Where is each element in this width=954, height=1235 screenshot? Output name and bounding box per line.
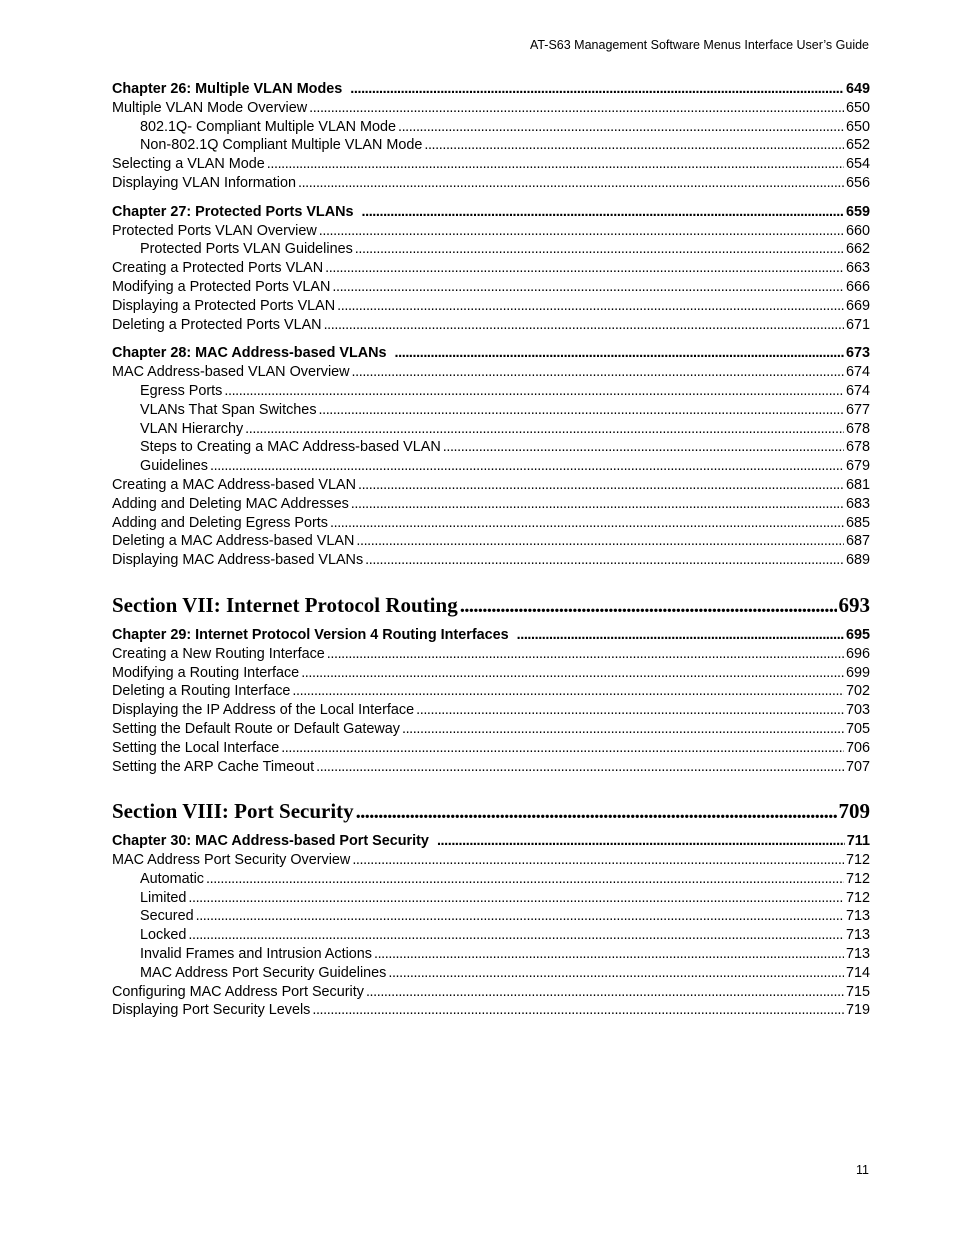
toc-entry-page: 696 (845, 645, 870, 662)
toc-entry-row[interactable] (112, 297, 870, 316)
toc-entry-title: Setting the Default Route or Default Gateway (112, 720, 400, 737)
toc-entry-row[interactable] (112, 645, 870, 664)
toc-entry-page: 713 (845, 927, 870, 944)
toc-entry-title: Multiple VLAN Mode Overview (112, 99, 308, 116)
toc-entry-page: 714 (845, 964, 870, 981)
dot-leader (196, 907, 844, 926)
toc-entry-title: Deleting a Routing Interface (112, 683, 291, 700)
toc-entry-page: 677 (845, 401, 870, 418)
toc-entry-page: 712 (845, 889, 870, 906)
toc-entry-row[interactable] (112, 99, 870, 118)
toc-entry-page: 674 (845, 364, 870, 381)
dot-leader (362, 203, 844, 222)
dot-leader (298, 174, 844, 193)
spacer (112, 618, 870, 626)
toc-entry-row[interactable] (112, 682, 870, 701)
table-of-contents (112, 80, 870, 1020)
spacer (112, 193, 870, 203)
toc-entry-row[interactable] (112, 514, 870, 533)
toc-entry-title: Chapter 26: Multiple VLAN Modes (112, 81, 343, 97)
dot-leader (309, 99, 844, 118)
toc-entry-title: Chapter 29: Internet Protocol Version 4 Routing Interfaces (112, 626, 509, 643)
dot-leader (374, 945, 844, 964)
dot-leader (319, 401, 844, 420)
toc-entry-title: Setting the ARP Cache Timeout (112, 758, 315, 775)
dot-leader (327, 645, 844, 664)
toc-entry-title: Egress Ports (140, 382, 223, 399)
toc-entry-page: 678 (845, 420, 870, 437)
toc-entry-title: Creating a New Routing Interface (112, 645, 325, 662)
dot-leader (358, 476, 844, 495)
toc-entry-row[interactable] (112, 851, 870, 870)
toc-entry-title: Chapter 28: MAC Address-based VLANs (112, 345, 387, 362)
toc-entry-page: 706 (845, 739, 870, 756)
dot-leader (443, 438, 844, 457)
toc-entry-page: 711 (846, 833, 870, 850)
toc-sub-row[interactable] (112, 136, 870, 155)
toc-entry-title: Selecting a VLAN Mode (112, 156, 265, 173)
toc-chapter-row[interactable] (112, 344, 870, 363)
toc-entry-title: Creating a Protected Ports VLAN (112, 260, 324, 277)
spacer (112, 334, 870, 344)
toc-entry-page: 712 (845, 870, 870, 887)
toc-entry-row[interactable] (112, 222, 870, 241)
toc-entry-page: 671 (845, 316, 870, 333)
toc-chapter-row[interactable] (112, 626, 870, 645)
dot-leader (351, 495, 844, 514)
toc-entry-row[interactable] (112, 363, 870, 382)
toc-entry-page: 673 (845, 345, 870, 362)
dot-leader (330, 514, 844, 533)
toc-entry-row[interactable] (112, 1001, 870, 1020)
toc-entry-page: 707 (845, 758, 870, 775)
toc-entry-row[interactable] (112, 664, 870, 683)
toc-chapter-row[interactable] (112, 80, 870, 99)
dot-leader (352, 363, 844, 382)
toc-entry-page: 656 (845, 174, 870, 191)
toc-entry-title: Deleting a MAC Address-based VLAN (112, 533, 355, 550)
toc-sub-row[interactable] (112, 382, 870, 401)
toc-entry-row[interactable] (112, 532, 870, 551)
toc-sub-row[interactable] (112, 438, 870, 457)
toc-sub-row[interactable] (112, 420, 870, 439)
toc-entry-title: MAC Address Port Security Guidelines (140, 964, 387, 981)
toc-entry-row[interactable] (112, 174, 870, 193)
toc-entry-page: 705 (845, 720, 870, 737)
dot-leader (292, 682, 844, 701)
toc-entry-row[interactable] (112, 259, 870, 278)
toc-entry-title: Steps to Creating a MAC Address-based VLAN (140, 439, 441, 456)
dot-leader (356, 532, 844, 551)
dot-leader (350, 80, 844, 99)
dot-leader (206, 870, 844, 889)
dot-leader (402, 720, 844, 739)
spacer (112, 570, 870, 592)
toc-entry-title: MAC Address Port Security Overview (112, 852, 351, 869)
toc-entry-row[interactable] (112, 278, 870, 297)
toc-entry-page: 719 (845, 1002, 870, 1019)
toc-entry-title: Displaying a Protected Ports VLAN (112, 297, 336, 314)
toc-entry-page: 695 (845, 626, 870, 643)
dot-leader (355, 240, 844, 259)
toc-entry-page: 674 (845, 382, 870, 399)
toc-entry-page: 683 (845, 495, 870, 512)
dot-leader (352, 851, 844, 870)
toc-entry-page: 660 (845, 222, 870, 239)
toc-entry-row[interactable] (112, 701, 870, 720)
toc-entry-row[interactable] (112, 739, 870, 758)
toc-entry-page: 662 (845, 241, 870, 258)
toc-entry-row[interactable] (112, 155, 870, 174)
toc-entry-title: Protected Ports VLAN Overview (112, 222, 317, 239)
toc-entry-page: 679 (845, 458, 870, 475)
toc-entry-page: 712 (845, 852, 870, 869)
running-header: AT-S63 Management Software Menus Interface User’s Guide (529, 38, 869, 52)
dot-leader (365, 551, 844, 570)
toc-entry-title: Section VII: Internet Protocol Routing (112, 592, 458, 617)
toc-entry-title: Displaying VLAN Information (112, 174, 296, 191)
toc-entry-title: Displaying MAC Address-based VLANs (112, 552, 364, 569)
dot-leader (356, 798, 837, 824)
toc-entry-page: 689 (845, 552, 870, 569)
toc-entry-page: 687 (845, 533, 870, 550)
toc-entry-page: 715 (845, 983, 870, 1000)
toc-entry-title: Adding and Deleting MAC Addresses (112, 495, 349, 512)
toc-entry-page: 669 (845, 297, 870, 314)
dot-leader (424, 136, 844, 155)
toc-sub-row[interactable] (112, 401, 870, 420)
toc-section-row[interactable] (112, 798, 870, 824)
toc-entry-title: Automatic (140, 870, 204, 887)
toc-entry-page: 663 (845, 260, 870, 277)
dot-leader (398, 118, 844, 137)
toc-entry-title: Modifying a Protected Ports VLAN (112, 278, 331, 295)
toc-entry-title: Displaying the IP Address of the Local Interface (112, 702, 415, 719)
toc-entry-title: Section VIII: Port Security (112, 799, 354, 824)
dot-leader (301, 664, 844, 683)
toc-entry-title: Non-802.1Q Compliant Multiple VLAN Mode (140, 137, 423, 154)
toc-entry-row[interactable] (112, 758, 870, 777)
toc-entry-title: VLANs That Span Switches (140, 401, 317, 418)
dot-leader (281, 739, 844, 758)
toc-entry-page: 703 (845, 702, 870, 719)
dot-leader (324, 316, 844, 335)
toc-entry-title: Invalid Frames and Intrusion Actions (140, 946, 372, 963)
dot-leader (319, 222, 844, 241)
toc-entry-page: 713 (845, 908, 870, 925)
toc-sub-row[interactable] (112, 907, 870, 926)
toc-entry-row[interactable] (112, 720, 870, 739)
dot-leader (437, 832, 845, 851)
toc-entry-row[interactable] (112, 316, 870, 335)
dot-leader (188, 889, 844, 908)
dot-leader (188, 926, 844, 945)
toc-entry-page: 681 (845, 476, 870, 493)
toc-entry-title: Configuring MAC Address Port Security (112, 983, 364, 1000)
toc-sub-row[interactable] (112, 457, 870, 476)
spacer (112, 824, 870, 832)
toc-entry-page: 650 (845, 99, 870, 116)
dot-leader (416, 701, 844, 720)
dot-leader (245, 420, 844, 439)
toc-entry-page: 693 (838, 592, 870, 617)
toc-entry-row[interactable] (112, 551, 870, 570)
toc-entry-title: Locked (140, 927, 187, 944)
toc-entry-title: Displaying Port Security Levels (112, 1002, 311, 1019)
page-number: 11 (856, 1163, 869, 1177)
toc-entry-page: 666 (845, 278, 870, 295)
toc-sub-row[interactable] (112, 945, 870, 964)
toc-section-row[interactable] (112, 592, 870, 618)
toc-entry-title: MAC Address-based VLAN Overview (112, 364, 350, 381)
dot-leader (312, 1001, 844, 1020)
toc-entry-row[interactable] (112, 983, 870, 1002)
toc-entry-title: Limited (140, 889, 187, 906)
toc-sub-row[interactable] (112, 870, 870, 889)
toc-chapter-row[interactable] (112, 203, 870, 222)
toc-entry-title: Protected Ports VLAN Guidelines (140, 241, 353, 258)
toc-entry-title: Setting the Local Interface (112, 739, 280, 756)
toc-entry-page: 650 (845, 118, 870, 135)
dot-leader (366, 983, 844, 1002)
toc-entry-row[interactable] (112, 495, 870, 514)
toc-sub-row[interactable] (112, 118, 870, 137)
toc-entry-title: VLAN Hierarchy (140, 420, 244, 437)
toc-sub-row[interactable] (112, 964, 870, 983)
dot-leader (460, 592, 837, 618)
toc-entry-page: 702 (845, 683, 870, 700)
toc-entry-page: 649 (845, 81, 870, 97)
toc-entry-page: 699 (845, 664, 870, 681)
dot-leader (316, 758, 844, 777)
toc-entry-title: Deleting a Protected Ports VLAN (112, 316, 322, 333)
toc-entry-page: 713 (845, 946, 870, 963)
toc-chapter-row[interactable] (112, 832, 870, 851)
toc-sub-row[interactable] (112, 889, 870, 908)
toc-entry-page: 685 (845, 514, 870, 531)
toc-entry-page: 709 (838, 799, 870, 824)
dot-leader (224, 382, 844, 401)
toc-sub-row[interactable] (112, 926, 870, 945)
toc-sub-row[interactable] (112, 240, 870, 259)
dot-leader (517, 626, 844, 645)
toc-entry-title: Chapter 27: Protected Ports VLANs (112, 203, 354, 220)
toc-entry-page: 659 (845, 203, 870, 220)
toc-entry-page: 678 (845, 439, 870, 456)
dot-leader (210, 457, 844, 476)
dot-leader (395, 344, 844, 363)
spacer (112, 776, 870, 798)
dot-leader (332, 278, 844, 297)
toc-entry-title: Modifying a Routing Interface (112, 664, 300, 681)
dot-leader (267, 155, 844, 174)
toc-entry-title: Guidelines (140, 458, 208, 475)
toc-entry-title: Chapter 30: MAC Address-based Port Security (112, 833, 429, 850)
toc-entry-page: 654 (845, 156, 870, 173)
toc-entry-title: Secured (140, 908, 194, 925)
dot-leader (337, 297, 844, 316)
toc-entry-title: 802.1Q- Compliant Multiple VLAN Mode (140, 118, 396, 135)
toc-entry-row[interactable] (112, 476, 870, 495)
dot-leader (388, 964, 844, 983)
toc-entry-title: Adding and Deleting Egress Ports (112, 514, 328, 531)
dot-leader (325, 259, 844, 278)
toc-entry-title: Creating a MAC Address-based VLAN (112, 476, 356, 493)
toc-entry-page: 652 (845, 137, 870, 154)
